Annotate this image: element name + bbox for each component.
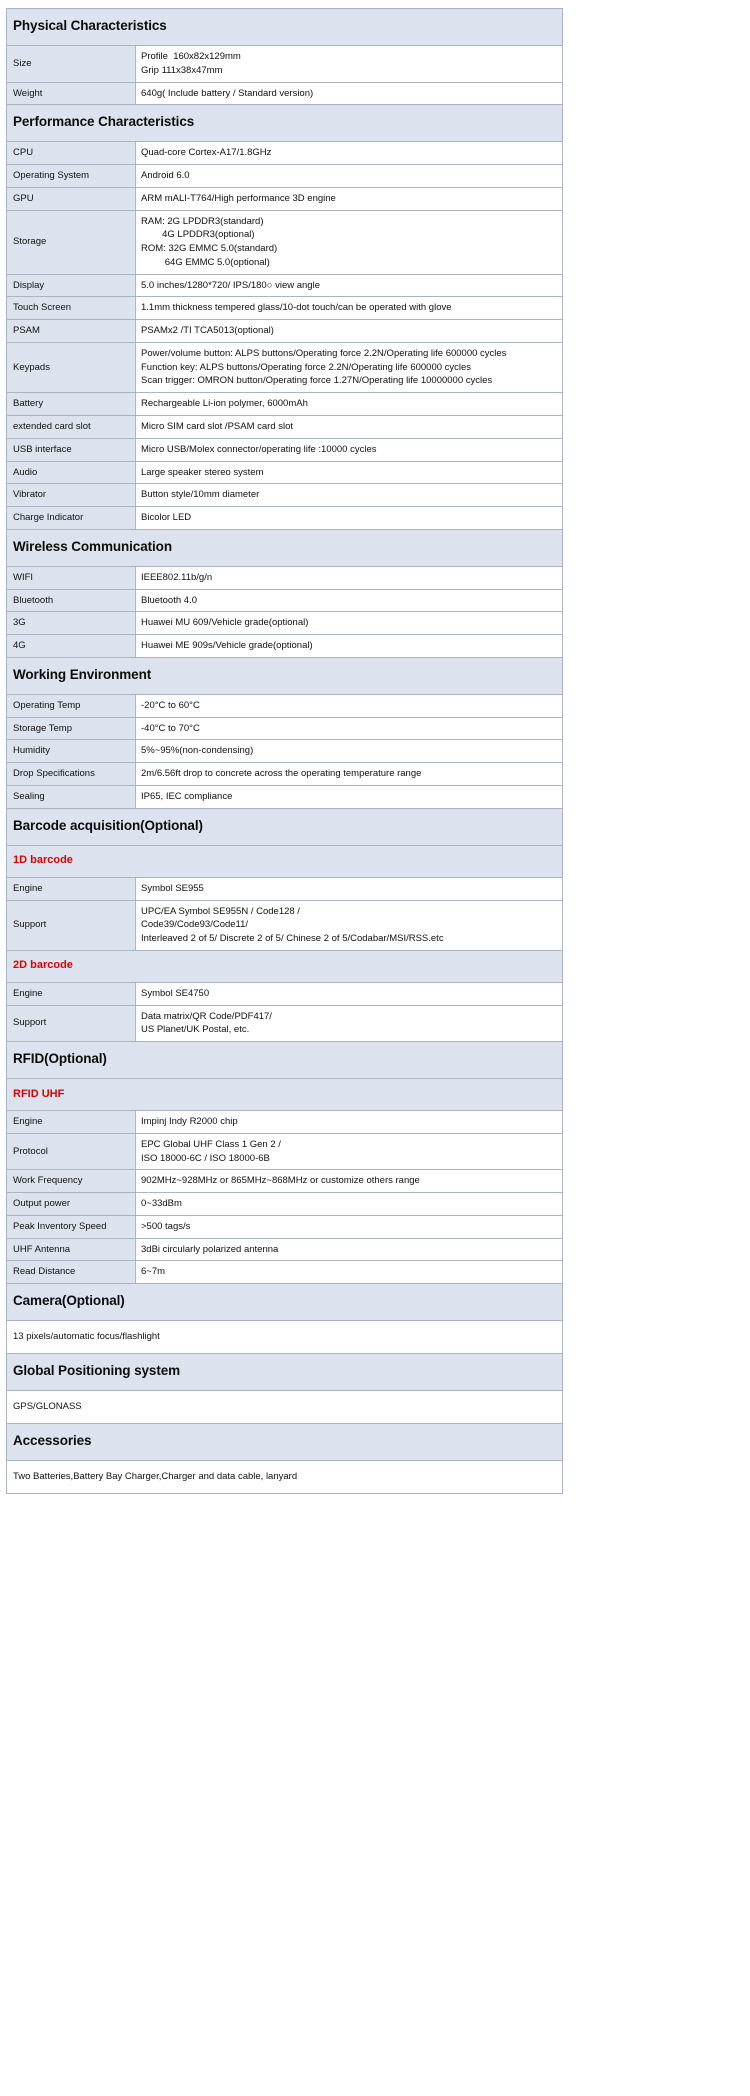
spec-value-lines [141, 146, 562, 160]
spec-value-lines [141, 744, 562, 758]
spec-label-cell: Humidity [7, 740, 136, 763]
spec-value-cell [136, 1133, 563, 1170]
spec-value-line: ISO 18000-6C / ISO 18000-6B [141, 1152, 270, 1164]
spec-value-lines [141, 397, 562, 411]
spec-value-line: Button style/10mm diameter [141, 489, 260, 501]
subsection-title: RFID UHF [13, 1087, 65, 1100]
spec-value-cell [136, 1261, 563, 1284]
spec-row [7, 635, 563, 658]
spec-label-cell: Drop Specifications [7, 763, 136, 786]
spec-row [7, 461, 563, 484]
spec-value-lines [141, 1243, 562, 1257]
subsection-title: 2D barcode [13, 959, 73, 972]
spec-value-cell [136, 589, 563, 612]
spec-label-cell: Engine [7, 982, 136, 1005]
spec-value-line: Symbol SE955 [141, 882, 204, 894]
spec-value-lines [141, 1265, 562, 1279]
spec-value-line: Micro SIM card slot /PSAM card slot [141, 421, 294, 433]
section-title: Wireless Communication [13, 538, 172, 554]
section-header-row [7, 1423, 563, 1460]
spec-label-cell: Size [7, 46, 136, 83]
spec-value-lines [141, 1138, 562, 1166]
section-header-cell-camera-optional [7, 1284, 563, 1321]
spec-value-line: Symbol SE4750 [141, 987, 210, 999]
content-cell: GPS/GLONASS [7, 1390, 563, 1423]
spec-value-cell [136, 877, 563, 900]
spec-value-line: Function key: ALPS buttons/Operating force 2.2N/Operating life 600000 cycles [141, 361, 472, 373]
spec-value-cell [136, 142, 563, 165]
spec-value-cell [136, 187, 563, 210]
spec-label-cell: 4G [7, 635, 136, 658]
spec-value-line: ROM: 32G EMMC 5.0(standard) [141, 243, 278, 255]
spec-value-line: IP65, IEC compliance [141, 790, 233, 802]
spec-value-lines [141, 488, 562, 502]
spec-value-line: Rechargeable Li-ion polymer, 6000mAh [141, 398, 308, 410]
section-header-row [7, 9, 563, 46]
spec-value-line: Bluetooth 4.0 [141, 594, 197, 606]
spec-value-line: 640g( Include battery / Standard version) [141, 87, 314, 99]
spec-value-cell [136, 210, 563, 274]
spec-row [7, 785, 563, 808]
spec-row [7, 1261, 563, 1284]
spec-label-cell: Audio [7, 461, 136, 484]
subsection-header-row [7, 1079, 563, 1111]
spec-value-cell [136, 165, 563, 188]
spec-value-cell [136, 1170, 563, 1193]
spec-value-lines [141, 466, 562, 480]
spec-label-cell: USB interface [7, 438, 136, 461]
spec-value-lines [141, 511, 562, 525]
spec-row [7, 274, 563, 297]
spec-label-cell: Engine [7, 877, 136, 900]
subsection-header-cell [7, 845, 563, 877]
spec-row [7, 393, 563, 416]
spec-label-cell: Work Frequency [7, 1170, 136, 1193]
section-header-cell-working-environment [7, 657, 563, 694]
spec-row [7, 187, 563, 210]
spec-label-cell: Peak Inventory Speed [7, 1215, 136, 1238]
spec-value-lines [141, 1197, 562, 1211]
subsection-header-cell [7, 1079, 563, 1111]
spec-label-cell: WIFI [7, 566, 136, 589]
spec-value-lines [141, 87, 562, 101]
spec-row [7, 717, 563, 740]
spec-value-lines [141, 50, 562, 78]
spec-value-lines [141, 1115, 562, 1129]
section-title: Performance Characteristics [13, 114, 195, 130]
spec-label-cell: Weight [7, 82, 136, 105]
spec-value-cell [136, 1193, 563, 1216]
spec-row [7, 1170, 563, 1193]
spec-label-cell: Read Distance [7, 1261, 136, 1284]
spec-value-line: 5.0 inches/1280*720/ IPS/180○ view angle [141, 279, 320, 291]
spec-label-cell: GPU [7, 187, 136, 210]
spec-value-line: 902MHz~928MHz or 865MHz~868MHz or customize others range [141, 1175, 420, 1187]
spec-label-cell: Vibrator [7, 484, 136, 507]
spec-value-line: 2m/6.56ft drop to concrete across the operating temperature range [141, 768, 422, 780]
spec-value-line: 0~33dBm [141, 1198, 182, 1210]
spec-value-lines [141, 790, 562, 804]
spec-value-cell [136, 785, 563, 808]
spec-value-lines [141, 699, 562, 713]
spec-label-cell: Support [7, 1005, 136, 1042]
spec-value-lines [141, 1174, 562, 1188]
spec-row [7, 740, 563, 763]
section-header-cell-performance-characteristics [7, 105, 563, 142]
spec-value-cell [136, 982, 563, 1005]
spec-value-lines [141, 1010, 562, 1038]
spec-value-lines [141, 882, 562, 896]
section-header-row [7, 105, 563, 142]
spec-row [7, 438, 563, 461]
spec-row [7, 612, 563, 635]
spec-value-cell [136, 612, 563, 635]
section-header-cell-physical-characteristics [7, 9, 563, 46]
spec-value-line: Power/volume button: ALPS buttons/Operating force 2.2N/Operating life 600000 cycles [141, 347, 507, 359]
spec-value-line: EPC Global UHF Class 1 Gen 2 / [141, 1138, 281, 1150]
spec-label-cell: Keypads [7, 342, 136, 392]
section-header-row [7, 529, 563, 566]
spec-row [7, 507, 563, 530]
section-header-row [7, 1042, 563, 1079]
spec-label-cell: Support [7, 900, 136, 950]
spec-value-line: IEEE802.11b/g/n [141, 571, 213, 583]
spec-row [7, 342, 563, 392]
content-cell: Two Batteries,Battery Bay Charger,Charger and data cable, lanyard [7, 1460, 563, 1493]
spec-row [7, 297, 563, 320]
spec-label-cell: Storage Temp [7, 717, 136, 740]
spec-label-cell: CPU [7, 142, 136, 165]
spec-value-lines [141, 279, 562, 293]
spec-value-line: Profile 160x82x129mm [141, 51, 241, 62]
section-header-row [7, 1284, 563, 1321]
spec-value-line: Interleaved 2 of 5/ Discrete 2 of 5/ Chinese 2 of 5/Codabar/MSI/RSS.etc [141, 933, 444, 945]
subsection-header-row [7, 950, 563, 982]
spec-value-line: RAM: 2G LPDDR3(standard) [141, 215, 264, 227]
spec-row [7, 484, 563, 507]
spec-row [7, 46, 563, 83]
spec-value-lines [141, 905, 562, 946]
spec-value-cell [136, 635, 563, 658]
spec-row [7, 210, 563, 274]
subsection-header-cell [7, 950, 563, 982]
spec-value-line: Bicolor LED [141, 512, 192, 524]
subsection-header-row [7, 845, 563, 877]
spec-row [7, 694, 563, 717]
spec-value-lines [141, 616, 562, 630]
spec-row [7, 877, 563, 900]
spec-row [7, 1005, 563, 1042]
spec-label-cell: Battery [7, 393, 136, 416]
spec-value-line: -20°C to 60°C [141, 699, 200, 711]
content-row [7, 1390, 563, 1423]
spec-label-cell: 3G [7, 612, 136, 635]
spec-value-line: Micro USB/Molex connector/operating life :10000 cycles [141, 443, 377, 455]
section-title: Global Positioning system [13, 1362, 181, 1378]
spec-label-cell: extended card slot [7, 416, 136, 439]
spec-row [7, 1215, 563, 1238]
spec-value-lines [141, 639, 562, 653]
spec-value-cell [136, 566, 563, 589]
subsection-title: 1D barcode [13, 854, 73, 867]
spec-label-cell: Protocol [7, 1133, 136, 1170]
spec-value-cell [136, 484, 563, 507]
section-title: RFID(Optional) [13, 1051, 107, 1066]
section-header-cell-rfid-optional [7, 1042, 563, 1079]
spec-row [7, 1193, 563, 1216]
spec-value-cell [136, 694, 563, 717]
spec-value-line: Impinj Indy R2000 chip [141, 1116, 238, 1128]
spec-value-cell [136, 438, 563, 461]
spec-value-cell [136, 1238, 563, 1261]
content-row [7, 1460, 563, 1493]
section-title: Working Environment [13, 666, 152, 682]
spec-row [7, 982, 563, 1005]
spec-value-cell [136, 1215, 563, 1238]
spec-value-line: -40°C to 70°C [141, 722, 200, 734]
section-title: Camera(Optional) [13, 1293, 125, 1309]
spec-value-line: Large speaker stereo system [141, 466, 264, 478]
section-header-cell-wireless-communication [7, 529, 563, 566]
spec-value-line: PSAMx2 /TI TCA5013(optional) [141, 325, 274, 337]
specification-table-body [7, 9, 563, 1494]
spec-value-lines [141, 571, 562, 585]
spec-value-line: Scan trigger: OMRON button/Operating force 1.27N/Operating life 10000000 cycles [141, 375, 493, 387]
spec-value-cell [136, 82, 563, 105]
section-title: Accessories [13, 1432, 92, 1448]
spec-value-cell [136, 342, 563, 392]
spec-row [7, 566, 563, 589]
spec-label-cell: Charge Indicator [7, 507, 136, 530]
content-row [7, 1321, 563, 1354]
spec-value-line: 4G LPDDR3(optional) [141, 229, 255, 241]
spec-value-lines [141, 767, 562, 781]
spec-value-line: Grip 111x38x47mm [141, 64, 223, 76]
spec-value-lines [141, 420, 562, 434]
spec-label-cell: Output power [7, 1193, 136, 1216]
spec-value-cell [136, 416, 563, 439]
spec-row [7, 416, 563, 439]
spec-label-cell: Storage [7, 210, 136, 274]
spec-value-lines [141, 347, 562, 388]
spec-value-line: >500 tags/s [141, 1220, 191, 1232]
spec-value-line: ARM mALI-T764/High performance 3D engine [141, 192, 336, 204]
spec-value-lines [141, 443, 562, 457]
spec-value-lines [141, 192, 562, 206]
spec-value-lines [141, 987, 562, 1001]
spec-row [7, 165, 563, 188]
spec-value-line: 64G EMMC 5.0(optional) [141, 256, 270, 268]
section-header-cell-accessories [7, 1423, 563, 1460]
section-header-cell-barcode-acquisition [7, 808, 563, 845]
spec-value-line: Data matrix/QR Code/PDF417/ [141, 1010, 272, 1022]
spec-value-lines [141, 722, 562, 736]
section-header-row [7, 657, 563, 694]
specification-table [6, 8, 563, 1494]
spec-value-cell [136, 717, 563, 740]
spec-value-cell [136, 1005, 563, 1042]
spec-value-cell [136, 320, 563, 343]
spec-row [7, 1133, 563, 1170]
spec-value-line: UPC/EA Symbol SE955N / Code128 / [141, 905, 300, 917]
spec-value-lines [141, 1220, 562, 1234]
spec-value-line: 6~7m [141, 1266, 166, 1278]
section-header-row [7, 808, 563, 845]
spec-value-lines [141, 324, 562, 338]
spec-value-line: US Planet/UK Postal, etc. [141, 1024, 250, 1036]
spec-value-cell [136, 900, 563, 950]
spec-value-line: 5%~95%(non-condensing) [141, 745, 254, 757]
spec-value-line: Huawei ME 909s/Vehicle grade(optional) [141, 640, 313, 652]
spec-row [7, 589, 563, 612]
spec-value-lines [141, 169, 562, 183]
section-header-cell-global-positioning-system [7, 1353, 563, 1390]
spec-value-lines [141, 594, 562, 608]
spec-row [7, 82, 563, 105]
spec-value-cell [136, 763, 563, 786]
spec-value-cell [136, 297, 563, 320]
spec-value-line: Code39/Code93/Code11/ [141, 919, 249, 931]
section-header-row [7, 1353, 563, 1390]
spec-value-cell [136, 274, 563, 297]
section-title: Barcode acquisition(Optional) [13, 817, 203, 833]
spec-value-cell [136, 507, 563, 530]
spec-value-line: 3dBi circularly polarized antenna [141, 1243, 279, 1255]
spec-label-cell: Operating Temp [7, 694, 136, 717]
spec-label-cell: Operating System [7, 165, 136, 188]
spec-value-cell [136, 46, 563, 83]
spec-value-cell [136, 740, 563, 763]
spec-value-line: 1.1mm thickness tempered glass/10-dot touch/can be operated with glove [141, 302, 452, 314]
spec-value-line: Android 6.0 [141, 170, 190, 182]
section-title: Physical Characteristics [13, 17, 167, 33]
spec-label-cell: UHF Antenna [7, 1238, 136, 1261]
spec-row [7, 320, 563, 343]
spec-row [7, 763, 563, 786]
content-cell: 13 pixels/automatic focus/flashlight [7, 1321, 563, 1354]
spec-value-cell [136, 461, 563, 484]
spec-label-cell: Touch Screen [7, 297, 136, 320]
spec-value-lines [141, 215, 562, 270]
spec-label-cell: Sealing [7, 785, 136, 808]
spec-value-line: Quad-core Cortex-A17/1.8GHz [141, 147, 272, 159]
spec-row [7, 1111, 563, 1134]
spec-value-cell [136, 1111, 563, 1134]
spec-value-line: Huawei MU 609/Vehicle grade(optional) [141, 617, 309, 629]
spec-row [7, 900, 563, 950]
spec-label-cell: Display [7, 274, 136, 297]
spec-row [7, 142, 563, 165]
spec-row [7, 1238, 563, 1261]
spec-label-cell: Engine [7, 1111, 136, 1134]
spec-value-cell [136, 393, 563, 416]
spec-label-cell: Bluetooth [7, 589, 136, 612]
spec-label-cell: PSAM [7, 320, 136, 343]
spec-value-lines [141, 301, 562, 315]
